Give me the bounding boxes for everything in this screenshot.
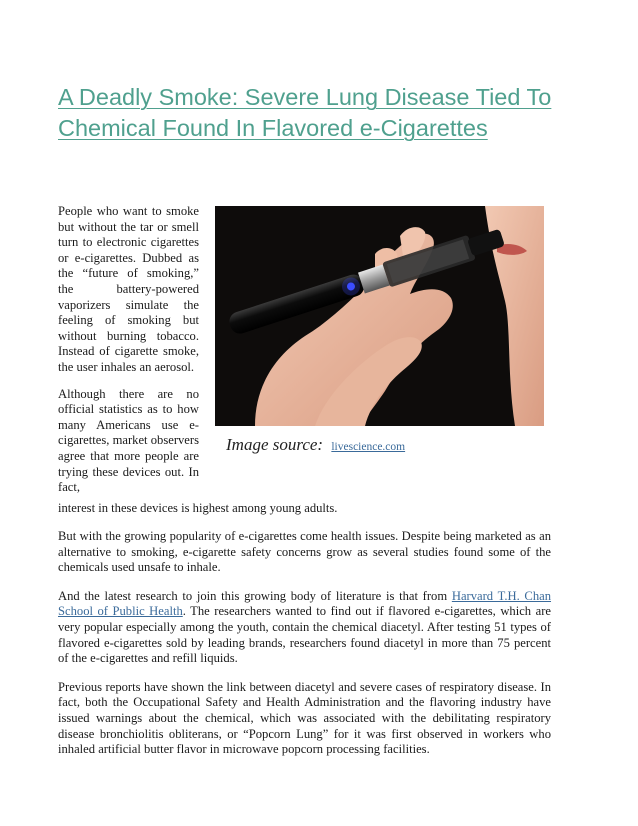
health-issues-paragraph: But with the growing popularity of e-cigarettes come health issues. Despite being marketed as an alternative to smoking, e-cigarette safety concerns grow as several studies found some of the chemicals used unsafe to inhale. (58, 529, 551, 575)
article-title[interactable]: A Deadly Smoke: Severe Lung Disease Tied To Chemical Found In Flavored e-Cigarettes (58, 84, 552, 141)
image-caption (226, 435, 405, 455)
usage-paragraph: Although there are no official statistics as to how many Americans use e-cigarettes, market observers agree that more people are trying these devices out. In fact, (58, 386, 199, 495)
article-body (58, 529, 551, 771)
usage-paragraph-continuation: interest in these devices is highest among young adults. (58, 501, 338, 515)
caption-label: Image source: (226, 435, 324, 454)
research-paragraph (58, 589, 551, 667)
e-cigarette-illustration (215, 206, 544, 426)
e-cigarette-photo (215, 206, 544, 426)
research-text-before: And the latest research to join this growing body of literature is that from (58, 588, 452, 603)
harvard-link[interactable]: Harvard T.H. Chan School of Public Health (58, 588, 552, 619)
image-source-link[interactable]: livescience.com (331, 441, 406, 453)
intro-paragraph: People who want to smoke but without the tar or smell turn to electronic cigarettes or e-cigarettes. Dubbed as the “future of smoking,” the battery-powered vaporizers simulate the feeling of smoking but without burning tobacco. Instead of cigarette smoke, the user inhales an aerosol. (58, 204, 199, 374)
research-text-after: . The researchers wanted to find out if flavored e-cigarettes, which are very popular especially among the youth, contain the chemical diacetyl. After testing 51 types of flavored e-cigarettes sold by leading brands, researchers found diacetyl in more than 75 percent of the e-cigarettes and refill liquids. (58, 604, 551, 666)
intro-column (58, 204, 199, 507)
diacetyl-paragraph: Previous reports have shown the link between diacetyl and severe cases of respiratory disease. In fact, both the Occupational Safety and Health Administration and the flavoring industry have issued warnings about the chemical, which was associated with the debilitating respiratory disease bronchiolitis obliterans, or “Popcorn Lung” for it was first observed in workers who inhaled artificial butter flavor in microwave popcorn processing facilities. (58, 679, 551, 757)
